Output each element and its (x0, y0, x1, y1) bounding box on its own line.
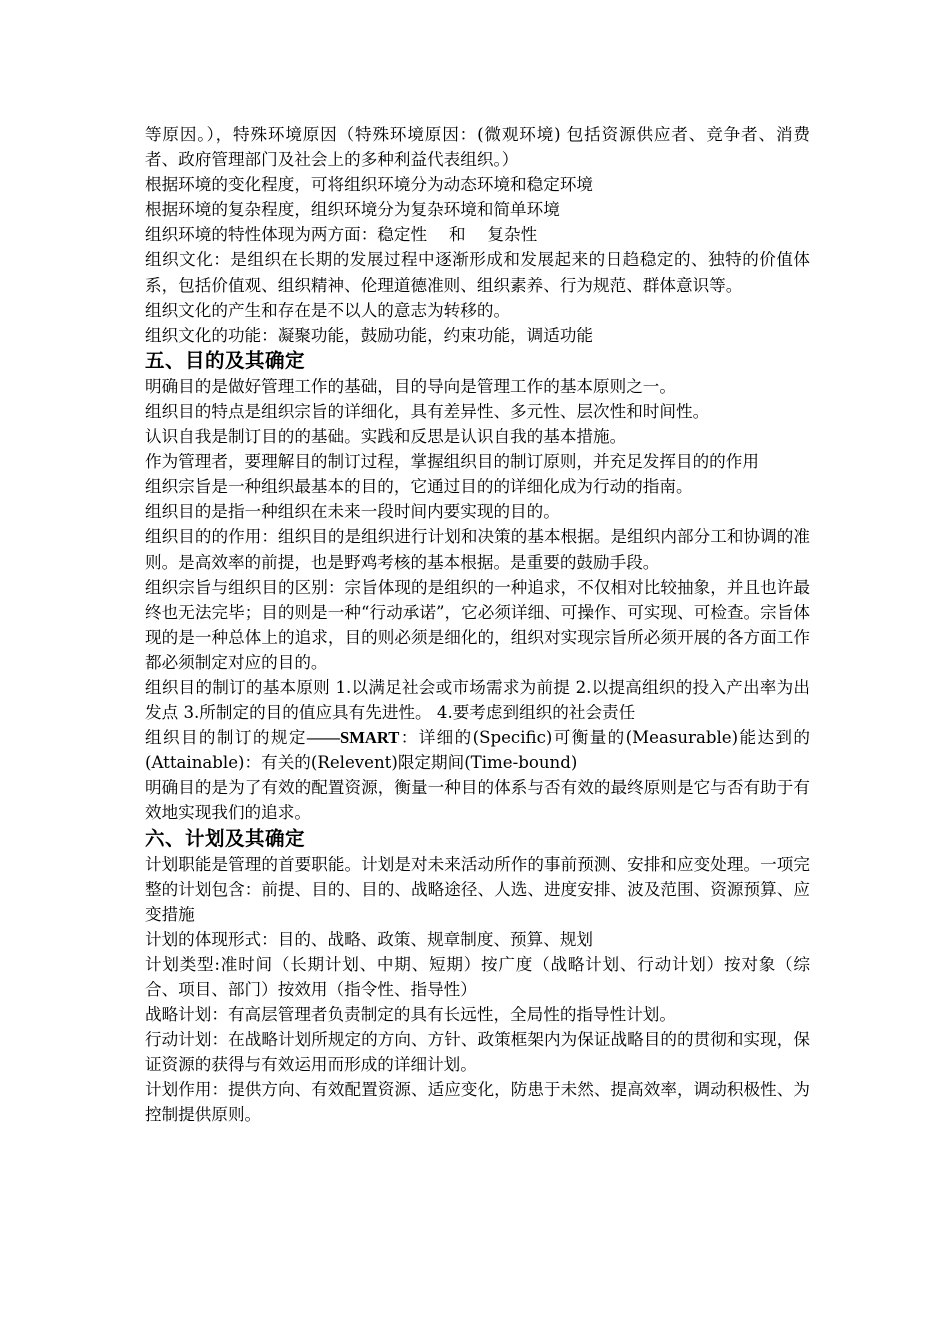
paragraph-goal-function: 组织目的的作用：组织目的是组织进行计划和决策的基本根据。是组织内部分工和协调的准则。是高效率的前提，也是野鸡考核的基本根据。是重要的鼓励手段。 (145, 527, 810, 572)
paragraph-self-awareness: 认识自我是制订目的的基础。实践和反思是认识自我的基本措施。 (145, 427, 627, 447)
paragraph-environment-traits: 组织环境的特性体现为两方面：稳定性 和 复杂性 (145, 225, 538, 245)
paragraph-environment-complexity: 根据环境的复杂程度，组织环境分为复杂环境和简单环境 (145, 200, 560, 220)
paragraph-plan-types: 计划类型:准时间（长期计划、中期、短期）按广度（战略计划、行动计划）按对象（综合、项目、部门）按效用（指令性、指导性） (145, 954, 810, 999)
smart-rule-prefix: 组织目的制订的规定 (145, 728, 307, 748)
section-heading-goals: 五、目的及其确定 (145, 348, 306, 372)
smart-rule-details: ：详细的(Specific)可衡量的(Measurable)能达到的(Attainable)：有关的(Relevent)限定期间(Time-bound) (145, 728, 811, 773)
paragraph-plan-role: 计划作用：提供方向、有效配置资源、适应变化，防患于未然、提高效率，调动积极性、为控制提供原则。 (145, 1080, 810, 1125)
paragraph-special-environment: 等原因。），特殊环境原因（特殊环境原因：(微观环境) 包括资源供应者、竞争者、消费者、政府管理部门及社会上的多种利益代表组织。） (145, 125, 810, 170)
paragraph-goal-features: 组织目的特点是组织宗旨的详细化，具有差异性、多元性、层次性和时间性。 (145, 401, 710, 421)
paragraph-organization-culture: 组织文化：是组织在长期的发展过程中逐渐形成和发展起来的日趋稳定的、独特的价值体系，包括价值观、组织精神、伦理道德准则、组织素养、行为规范、群体意识等。 (145, 250, 810, 295)
paragraph-mission-vs-goal: 组织宗旨与组织目的区别：宗旨体现的是组织的一种追求，不仅相对比较抽象，并且也许最终也无法完毕；目的则是一种“行动承诺”，它必须详细、可操作、可实现、可检查。宗旨体现的是一种总体上的追求，目的则必须是细化的，组织对实现宗旨所必须开展的各方面工作都必须制定对应的目的。 (145, 577, 810, 672)
paragraph-resource-allocation: 明确目的是为了有效的配置资源，衡量一种目的体系与否有效的最终原则是它与否有助于有效地实现我们的追求。 (145, 778, 810, 823)
paragraph-mission: 组织宗旨是一种组织最基本的目的，它通过目的的详细化成为行动的指南。 (145, 477, 693, 497)
paragraph-plan-forms: 计划的体现形式：目的、战略、政策、规章制度、预算、规划 (145, 929, 594, 949)
paragraph-goal-principles: 组织目的制订的基本原则 1.以满足社会或市场需求为前提 2.以提高组织的投入产出率为出发点 3.所制定的目的值应具有先进性。 4.要考虑到组织的社会责任 (145, 677, 810, 723)
smart-keyword: ——SMART (306, 728, 400, 748)
paragraph-manager-role: 作为管理者，要理解目的制订过程，掌握组织目的制订原则，并充足发挥目的的作用 (145, 452, 759, 472)
paragraph-action-plan: 行动计划：在战略计划所规定的方向、方针、政策框架内为保证战略目的的贯彻和实现，保证资源的获得与有效运用而形成的详细计划。 (145, 1030, 810, 1075)
paragraph-goal-definition: 组织目的是指一种组织在未来一段时间内要实现的目的。 (145, 502, 560, 522)
paragraph-smart-rule (145, 725, 810, 775)
paragraph-strategic-plan: 战略计划：有高层管理者负责制定的具有长远性，全局性的指导性计划。 (145, 1005, 676, 1025)
paragraph-culture-functions: 组织文化的功能：凝聚功能，鼓励功能，约束功能，调适功能 (145, 325, 594, 345)
paragraph-environment-change: 根据环境的变化程度，可将组织环境分为动态环境和稳定环境 (145, 175, 594, 195)
paragraph-culture-origin: 组织文化的产生和存在是不以人的意志为转移的。 (145, 300, 511, 320)
paragraph-goal-basis: 明确目的是做好管理工作的基础，目的导向是管理工作的基本原则之一。 (145, 376, 676, 396)
document-body (145, 122, 810, 1128)
paragraph-plan-function: 计划职能是管理的首要职能。计划是对未来活动所作的事前预测、安排和应变处理。一项完整的计划包含：前提、目的、目的、战略途径、人选、进度安排、波及范围、资源预算、应变措施 (145, 854, 810, 924)
section-heading-planning: 六、计划及其确定 (145, 826, 306, 850)
